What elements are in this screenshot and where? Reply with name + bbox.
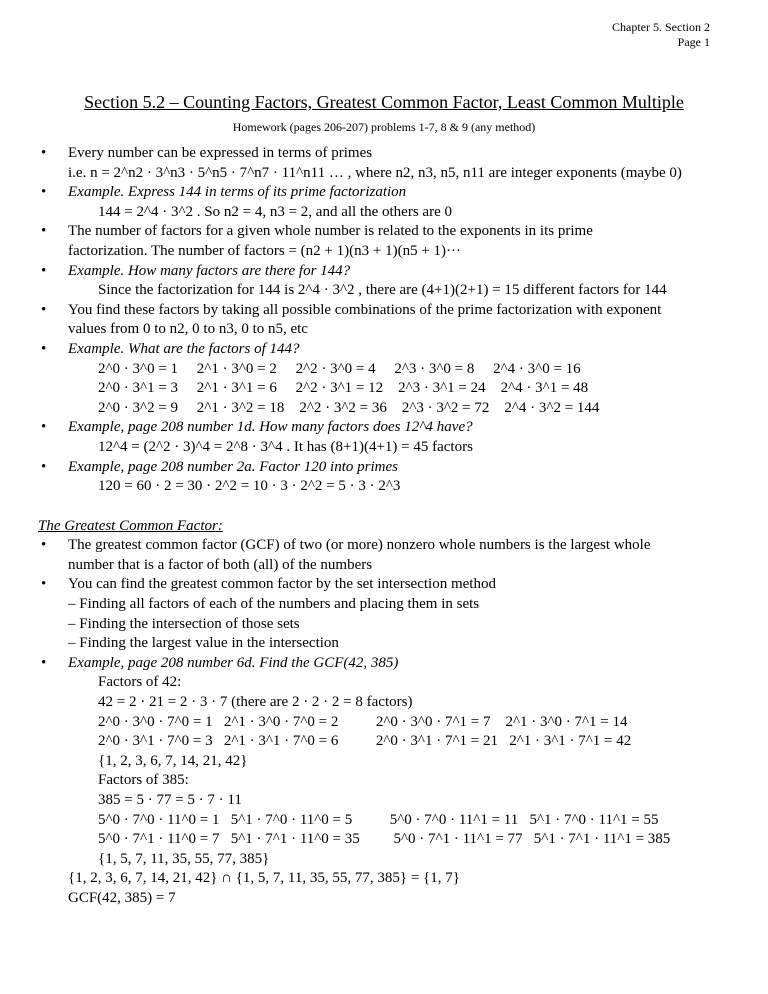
- line-b4: • Example. How many factors are there for 144?: [68, 262, 351, 279]
- page-header: [612, 20, 710, 50]
- line-g3d: 2^0 · 3^1 · 7^0 = 3 2^1 · 3^1 · 7^0 = 6 2^0 · 3^1 · 7^1 = 21 2^1 · 3^1 · 7^1 = 42: [98, 733, 632, 750]
- line-b6: • Example. What are the factors of 144?: [68, 340, 300, 357]
- line-b7a: 12^4 = (2^2 · 3)^4 = 2^8 · 3^4 . It has (8+1)(4+1) = 45 factors: [98, 438, 473, 455]
- bullet-combinations: [38, 301, 728, 340]
- chapter-label: Chapter 5. Section 2: [612, 20, 710, 34]
- factor-row-1: 2^0 · 3^0 = 1 2^1 · 3^0 = 2 2^2 · 3^0 = 4 2^3 · 3^0 = 8 2^4 · 3^0 = 16: [98, 360, 581, 377]
- line-b5b: values from 0 to n2, 0 to n3, 0 to n5, etc: [68, 321, 308, 338]
- line-b5a: • You find these factors by taking all possible combinations of the prime factorization with exponent: [68, 301, 662, 318]
- line-g3j: {1, 5, 7, 11, 35, 55, 77, 385}: [98, 850, 270, 867]
- line-g3h: 5^0 · 7^0 · 11^0 = 1 5^1 · 7^0 · 11^0 = 5 5^0 · 7^0 · 11^1 = 11 5^1 · 7^0 · 11^1 = 55: [98, 811, 659, 828]
- line-b1: • Every number can be expressed in terms of primes: [68, 145, 373, 161]
- line-b3a: • The number of factors for a given whole number is related to the exponents in its prime: [68, 223, 593, 240]
- line-g3k: {1, 2, 3, 6, 7, 14, 21, 42} ∩ {1, 5, 7, 11, 35, 55, 77, 385} = {1, 7}: [68, 870, 460, 887]
- line-g2: • You can find the greatest common factor by the set intersection method: [68, 576, 496, 593]
- line-g3c: 2^0 · 3^0 · 7^0 = 1 2^1 · 3^0 · 7^0 = 2 2^0 · 3^0 · 7^1 = 7 2^1 · 3^0 · 7^1 = 14: [98, 713, 628, 730]
- line-b2: • Example. Express 144 in terms of its prime factorization: [68, 184, 407, 201]
- factor-row-3: 2^0 · 3^2 = 9 2^1 · 3^2 = 18 2^2 · 3^2 = 36 2^3 · 3^2 = 72 2^4 · 3^2 = 144: [98, 399, 600, 416]
- line-b8: • Example, page 208 number 2a. Factor 120 into primes: [68, 458, 398, 475]
- line-b2a: 144 = 2^4 · 3^2 . So n2 = 4, n3 = 2, and all the others are 0: [98, 203, 452, 220]
- line-g3: • Example, page 208 number 6d. Find the GCF(42, 385): [68, 654, 399, 671]
- line-b1a: i.e. n = 2^n2 · 3^n3 · 5^n5 · 7^n7 · 11^n11 … , where n2, n3, n5, n11 are integer exponents (maybe 0): [68, 164, 682, 181]
- line-g2b: – Finding the intersection of those sets: [68, 615, 300, 632]
- line-g3e: {1, 2, 3, 6, 7, 14, 21, 42}: [98, 752, 248, 769]
- line-g3i: 5^0 · 7^1 · 11^0 = 7 5^1 · 7^1 · 11^0 = 35 5^0 · 7^1 · 11^1 = 77 5^1 · 7^1 · 11^1 = 385: [98, 831, 671, 848]
- line-g3l: GCF(42, 385) = 7: [68, 889, 176, 906]
- bullet-factors-of-144: [38, 340, 728, 418]
- bullet-set-intersection: [38, 575, 728, 653]
- line-b7: • Example, page 208 number 1d. How many factors does 12^4 have?: [68, 419, 473, 436]
- bullet-number-of-factors: [38, 222, 728, 261]
- line-g3a: Factors of 42:: [98, 674, 182, 691]
- line-b8a: 120 = 60 · 2 = 30 · 2^2 = 10 · 3 · 2^2 = 5 · 3 · 2^3: [98, 478, 401, 495]
- bullet-how-many-factors: [38, 262, 728, 301]
- homework-note: Homework (pages 206-207) problems 1-7, 8 & 9 (any method): [232, 120, 536, 134]
- document-body: [38, 144, 728, 909]
- page-title: Section 5.2 – Counting Factors, Greatest Common Factor, Least Common Multiple: [84, 92, 684, 112]
- bullet-example-6d: [38, 654, 728, 909]
- line-g1a: • The greatest common factor (GCF) of two (or more) nonzero whole numbers is the largest whole: [68, 537, 651, 554]
- gcf-heading: The Greatest Common Factor:: [38, 517, 223, 534]
- page-label: Page 1: [677, 35, 710, 49]
- line-g3f: Factors of 385:: [98, 772, 189, 789]
- line-g1b: number that is a factor of both (all) of the numbers: [68, 556, 373, 573]
- line-b4a: Since the factorization for 144 is 2^4 · 3^2 , there are (4+1)(2+1) = 15 different factors for 144: [98, 282, 667, 299]
- line-b3b: factorization. The number of factors = (n2 + 1)(n3 + 1)(n5 + 1)···: [68, 242, 462, 259]
- line-g2c: – Finding the largest value in the intersection: [68, 635, 339, 652]
- line-g3b: 42 = 2 · 21 = 2 · 3 · 7 (there are 2 · 2 · 2 = 8 factors): [98, 694, 413, 711]
- factor-row-2: 2^0 · 3^1 = 3 2^1 · 3^1 = 6 2^2 · 3^1 = 12 2^3 · 3^1 = 24 2^4 · 3^1 = 48: [98, 380, 589, 397]
- line-g3g: 385 = 5 · 77 = 5 · 7 · 11: [98, 792, 242, 808]
- bullet-example-1d: [38, 418, 728, 457]
- bullet-primes: [38, 144, 728, 183]
- bullet-example-144: [38, 183, 728, 222]
- line-g2a: – Finding all factors of each of the numbers and placing them in sets: [68, 596, 480, 613]
- bullet-gcf-definition: [38, 536, 728, 575]
- bullet-example-2a: [38, 458, 728, 497]
